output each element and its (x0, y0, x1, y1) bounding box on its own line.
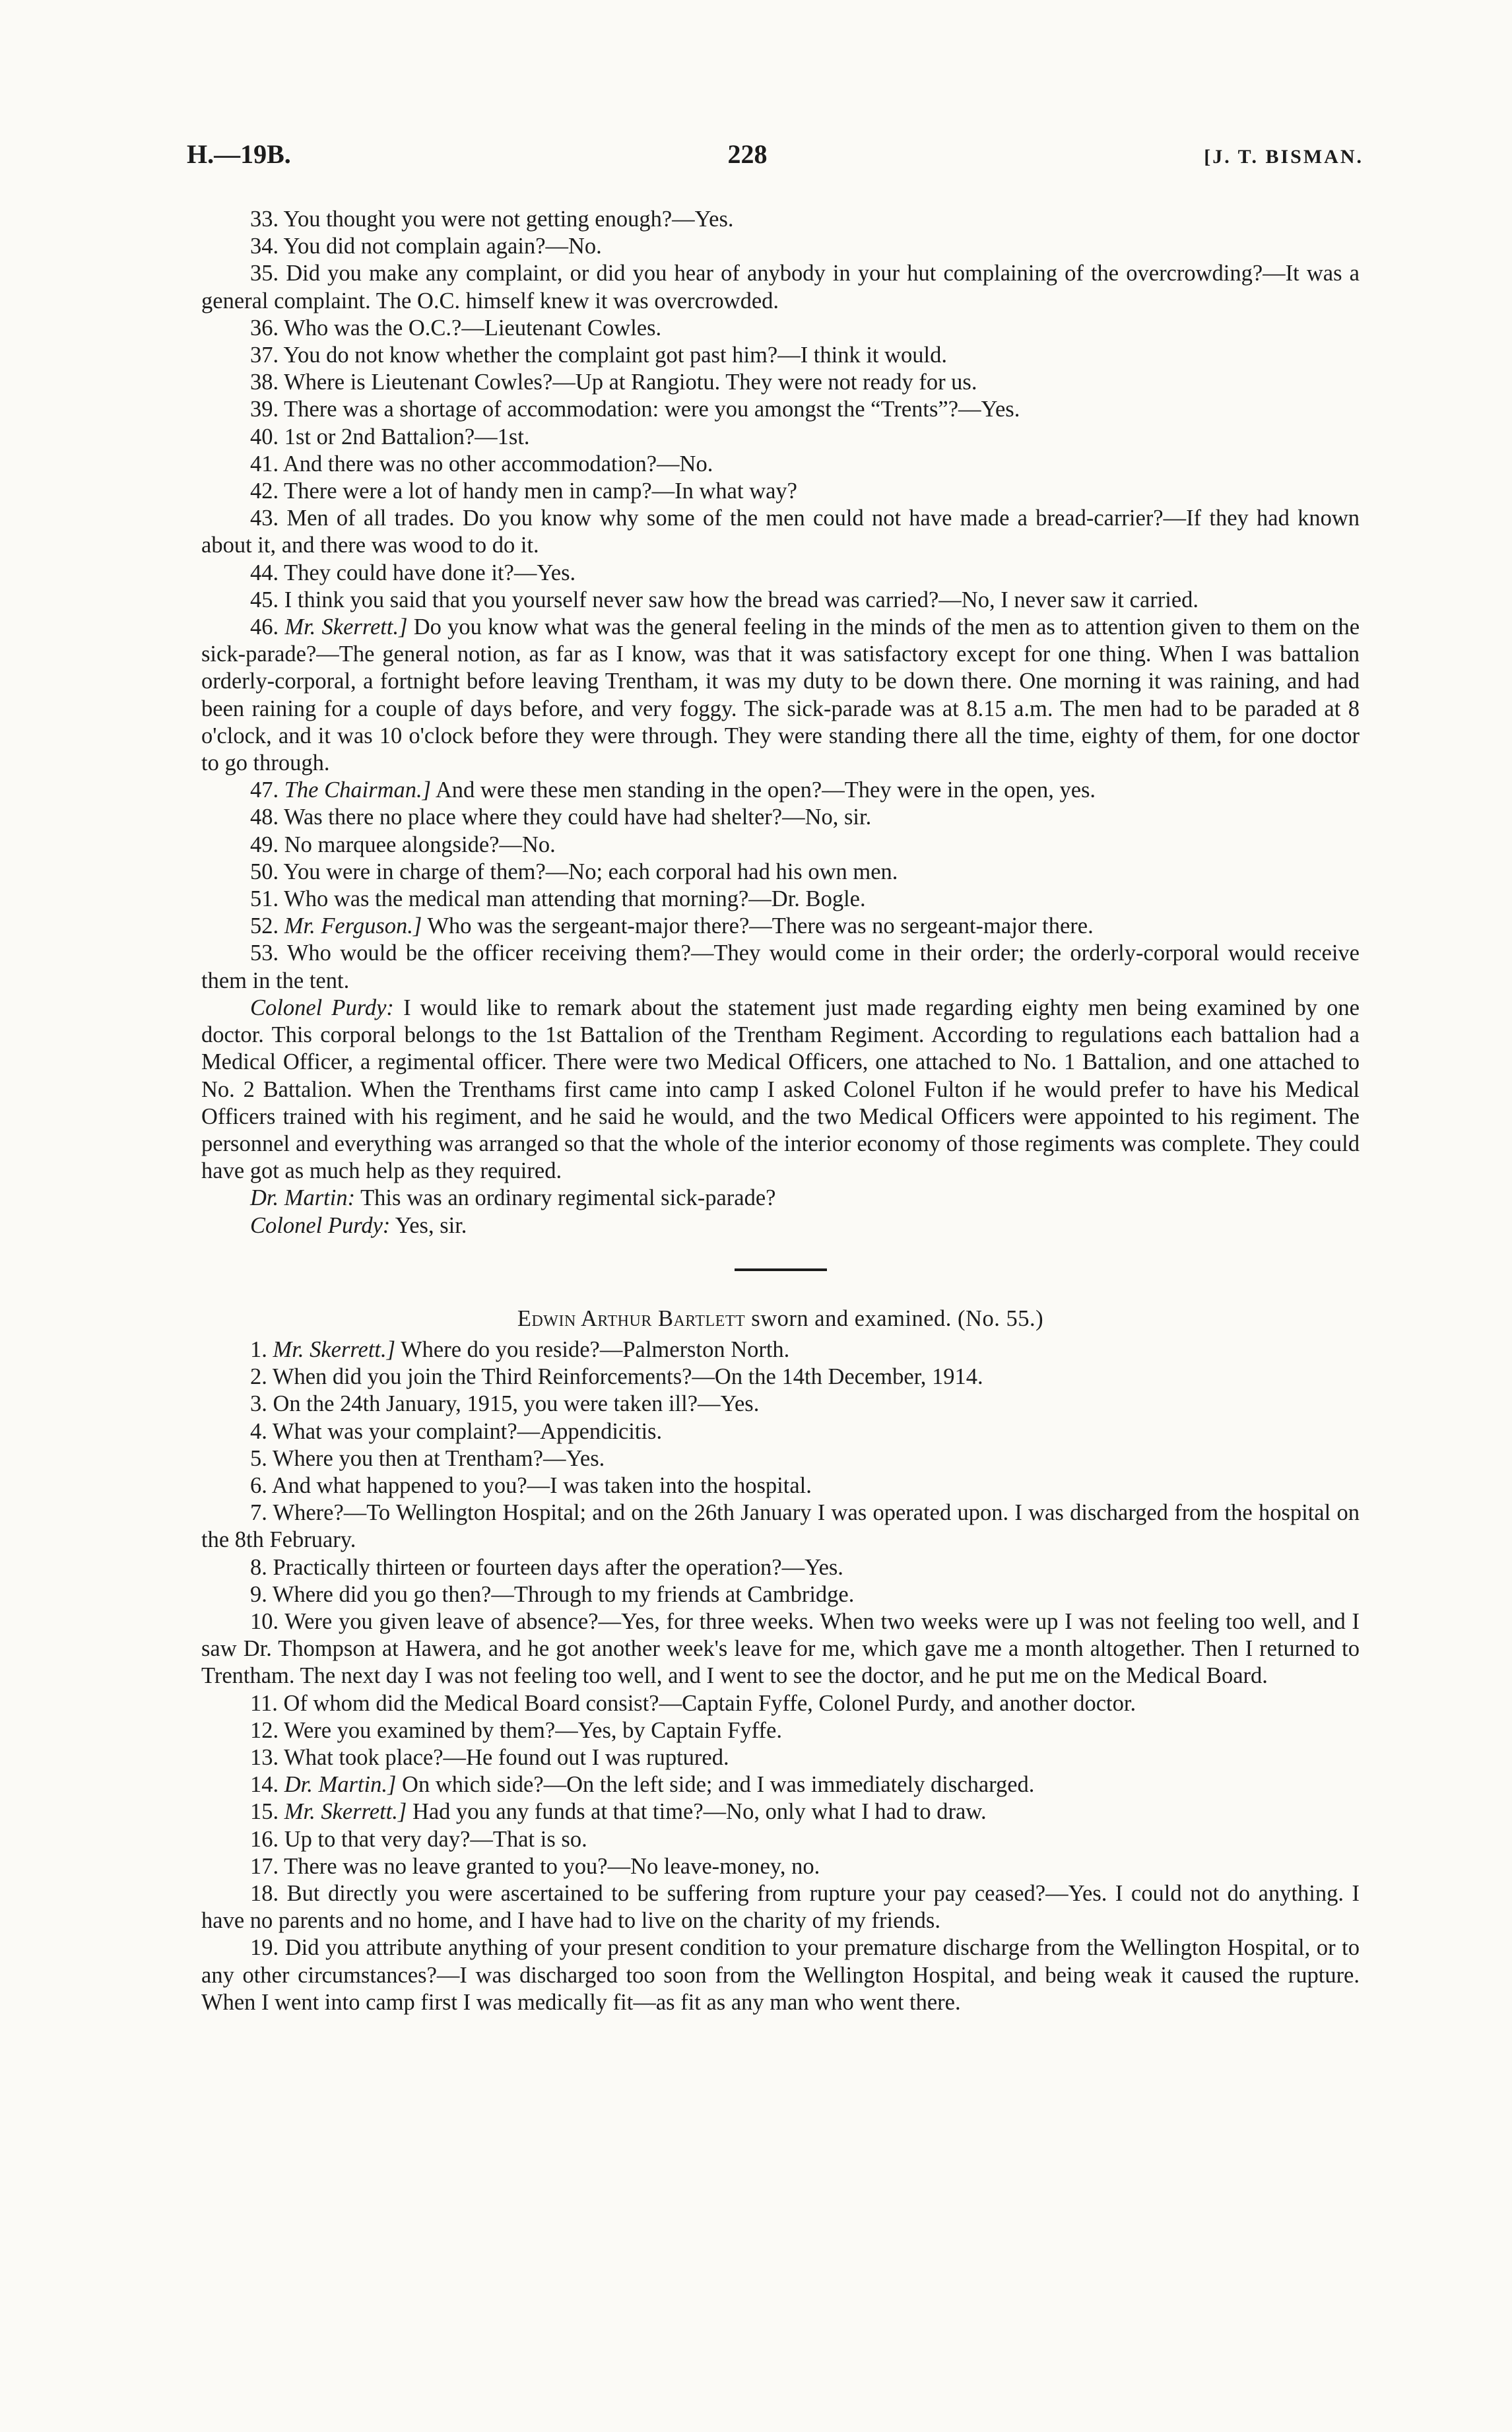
testimony-paragraph (201, 1798, 1360, 1825)
testimony-text: Do you know what was the general feeling in the minds of the men as to attention given to them on the sick-parade?—The general notion, as far as I know, was that it was satisfactory except for one thing. When I was battalion orderly-corporal, a fortnight before leaving Trentham, it was my duty to be down there. One morning it was raining, and had been raining for a couple of days before, and very foggy. The sick-parade was at 8.15 a.m. The men had to be paraded at 8 o'clock, and it was 10 o'clock before they were through. They were standing there all the time, eighty of them, for one doctor to go through. (201, 614, 1360, 776)
question-number: 5. (250, 1445, 267, 1471)
testimony-paragraph (201, 940, 1360, 994)
testimony-text: Men of all trades. Do you know why some of the men could not have made a bread-carrier?—If they had known about it, and there was wood to do it. (201, 506, 1360, 558)
testimony-text: On which side?—On the left side; and I was immediately discharged. (402, 1772, 1035, 1798)
page-number: 228 (727, 139, 768, 169)
question-number: 7. (250, 1500, 267, 1526)
testimony-text: Who was the medical man attending that morning?—Dr. Bogle. (284, 886, 866, 912)
testimony-paragraph (201, 804, 1360, 831)
testimony-paragraph (201, 1499, 1360, 1554)
testimony-text: You do not know whether the complaint got past him?—I think it would. (283, 343, 948, 368)
question-number: 53. (250, 940, 279, 966)
question-number: 17. (250, 1853, 279, 1879)
testimony-paragraph (201, 777, 1360, 804)
testimony-text: Where you then at Trentham?—Yes. (272, 1445, 605, 1471)
testimony-paragraph (201, 315, 1360, 342)
testimony-text: Was there no place where they could have had shelter?—No, sir. (284, 805, 872, 830)
page-header (187, 139, 1364, 170)
testimony-text: Where do you reside?—Palmerston North. (401, 1336, 790, 1362)
testimony-paragraph (201, 1391, 1360, 1418)
testimony-part-1 (201, 206, 1360, 1239)
question-number: 43. (250, 506, 279, 531)
question-number: 51. (250, 886, 279, 912)
testimony-text: There was a shortage of accommodation: were you amongst the “Trents”?—Yes. (284, 397, 1020, 422)
document-reference: H.—19B. (187, 139, 291, 169)
testimony-paragraph (201, 859, 1360, 886)
testimony-text: You were in charge of them?—No; each corporal had his own men. (283, 859, 898, 884)
testimony-text: I think you said that you yourself never saw how the bread was carried?—No, I never saw it carried. (284, 587, 1199, 612)
question-number: 9. (250, 1581, 267, 1607)
testimony-text: When did you join the Third Reinforcements?—On the 14th December, 1914. (272, 1364, 983, 1390)
testimony-text: What was your complaint?—Appendicitis. (272, 1418, 663, 1444)
testimony-paragraph (201, 1853, 1360, 1880)
speaker-label: Colonel Purdy: (250, 995, 394, 1020)
section-heading (201, 1305, 1360, 1332)
testimony-text: Who was the O.C.?—Lieutenant Cowles. (284, 315, 662, 341)
testimony-paragraph (201, 233, 1360, 260)
testimony-paragraph (201, 1826, 1360, 1853)
testimony-part-2 (201, 1336, 1360, 2016)
testimony-paragraph (201, 886, 1360, 913)
question-number: 35. (250, 261, 279, 286)
testimony-text: Were you examined by them?—Yes, by Captain Fyffe. (284, 1717, 782, 1743)
question-number: 4. (250, 1418, 267, 1444)
testimony-text: I would like to remark about the statement just made regarding eighty men being examined by one doctor. This corporal belongs to the 1st Battalion of the Trentham Regiment. According to regulations each battalion had a Medical Officer, a regimental officer. There were two Medical Officers, one attached to No. 1 Battalion, and one attached to No. 2 Battalion. When the Trenthams first came into camp I asked Colonel Fulton if he would prefer to have his Medical Officers trained with his regiment, and he said he would, and the two Medical Officers were appointed to his regiment. The personnel and everything was arranged so that the whole of the interior economy of those regiments was complete. They could have got as much help as they required. (201, 995, 1360, 1184)
testimony-paragraph (201, 424, 1360, 451)
testimony-text: Did you attribute anything of your present condition to your premature discharge from the Wellington Hospital, or to any other circumstances?—I was discharged too soon from the Wellington Hospital, and being weak it caused the rupture. When I went into camp first I was medically fit—as fit as any man who went there. (201, 1935, 1360, 2015)
testimony-text: Who was the sergeant-major there?—There was no sergeant-major there. (427, 913, 1094, 939)
testimony-paragraph (201, 1554, 1360, 1581)
testimony-paragraph (201, 396, 1360, 423)
testimony-paragraph (201, 206, 1360, 233)
testimony-text: Who would be the officer receiving them?—They would come in their order; the orderly-corporal would receive them in the tent. (201, 940, 1360, 993)
question-number: 37. (250, 343, 279, 368)
testimony-text: Where did you go then?—Through to my friends at Cambridge. (272, 1581, 855, 1607)
question-number: 41. (250, 451, 279, 477)
testimony-paragraph (201, 505, 1360, 559)
testimony-paragraph (201, 369, 1360, 396)
document-body (201, 206, 1360, 2016)
speaker-label: Dr. Martin: (250, 1185, 356, 1211)
testimony-paragraph (201, 1744, 1360, 1771)
question-number: 18. (250, 1880, 279, 1906)
testimony-paragraph (201, 1581, 1360, 1608)
testimony-text: But directly you were ascertained to be suffering from rupture your pay ceased?—Yes. I could not do anything. I have no parents and no home, and I have had to live on the charity of my friends. (201, 1880, 1360, 1934)
question-number: 16. (250, 1826, 279, 1852)
testimony-text: Up to that very day?—That is so. (284, 1826, 587, 1852)
testimony-text: On the 24th January, 1915, you were taken ill?—Yes. (273, 1391, 760, 1417)
question-number: 8. (250, 1554, 267, 1580)
testimony-text: Had you any funds at that time?—No, only what I had to draw. (412, 1799, 987, 1825)
testimony-paragraph (201, 587, 1360, 614)
question-number: 15. (250, 1799, 279, 1825)
testimony-paragraph (201, 1608, 1360, 1690)
testimony-text: Practically thirteen or fourteen days after the operation?—Yes. (273, 1554, 843, 1580)
question-number: 42. (250, 478, 279, 504)
question-number: 10. (250, 1608, 279, 1634)
testimony-paragraph (201, 1445, 1360, 1472)
testimony-text: There was no leave granted to you?—No leave-money, no. (284, 1853, 820, 1879)
testimony-paragraph (201, 342, 1360, 369)
testimony-paragraph (201, 1690, 1360, 1717)
testimony-text: Yes, sir. (395, 1212, 467, 1238)
question-number: 36. (250, 315, 279, 341)
question-number: 48. (250, 805, 279, 830)
testimony-text: There were a lot of handy men in camp?—In what way? (284, 478, 797, 504)
testimony-paragraph (201, 1934, 1360, 2016)
testimony-text: And there was no other accommodation?—No. (282, 451, 713, 477)
question-number: 50. (250, 859, 279, 884)
testimony-text: What took place?—He found out I was ruptured. (284, 1744, 729, 1770)
witness-name: [J. T. BISMAN. (1204, 146, 1364, 168)
question-number: 39. (250, 397, 279, 422)
question-number: 13. (250, 1744, 279, 1770)
question-number: 34. (250, 234, 279, 259)
testimony-paragraph (201, 913, 1360, 940)
question-number: 3. (250, 1391, 267, 1417)
question-number: 49. (250, 832, 279, 857)
witness-heading-name: Edwin Arthur Bartlett (517, 1305, 746, 1331)
testimony-paragraph (201, 1717, 1360, 1744)
speaker-label: Mr. Skerrett.] (273, 1336, 396, 1362)
witness-heading-rest: sworn and examined. (No. 55.) (751, 1305, 1044, 1331)
testimony-paragraph (201, 1472, 1360, 1499)
question-number: 52. (250, 913, 279, 939)
testimony-paragraph (201, 1418, 1360, 1445)
testimony-paragraph (201, 1771, 1360, 1798)
section-divider (735, 1268, 827, 1271)
testimony-text: And what happened to you?—I was taken into the hospital. (271, 1472, 812, 1498)
testimony-paragraph (201, 995, 1360, 1185)
testimony-text: Where is Lieutenant Cowles?—Up at Rangiotu. They were not ready for us. (284, 370, 977, 395)
testimony-text: This was an ordinary regimental sick-parade? (360, 1185, 776, 1211)
speaker-label: The Chairman.] (284, 777, 432, 803)
question-number: 47. (250, 777, 279, 803)
testimony-paragraph (201, 1185, 1360, 1212)
testimony-text: No marquee alongside?—No. (284, 832, 556, 857)
question-number: 11. (250, 1690, 278, 1716)
testimony-text: Of whom did the Medical Board consist?—Captain Fyffe, Colonel Purdy, and another doctor. (283, 1690, 1136, 1716)
testimony-paragraph (201, 478, 1360, 505)
testimony-paragraph (201, 614, 1360, 777)
question-number: 45. (250, 587, 279, 612)
question-number: 44. (250, 560, 279, 585)
testimony-paragraph (201, 451, 1360, 478)
question-number: 14. (250, 1772, 279, 1798)
testimony-paragraph (201, 260, 1360, 314)
speaker-label: Colonel Purdy: (250, 1212, 391, 1238)
testimony-text: Were you given leave of absence?—Yes, for three weeks. When two weeks were up I was not feeling too well, and I saw Dr. Thompson at Hawera, and he got another week's leave for me, which gave me a month altogether. Then I returned to Trentham. The next day I was not feeling too well, and I went to see the doctor, and he put me on the Medical Board. (201, 1608, 1360, 1689)
testimony-text: Did you make any complaint, or did you hear of anybody in your hut complaining of the overcrowding?—It was a general complaint. The O.C. himself knew it was overcrowded. (201, 261, 1360, 313)
question-number: 1. (250, 1336, 267, 1362)
testimony-paragraph (201, 560, 1360, 587)
question-number: 2. (250, 1364, 267, 1390)
testimony-text: You did not complain again?—No. (283, 234, 602, 259)
question-number: 38. (250, 370, 279, 395)
testimony-text: 1st or 2nd Battalion?—1st. (284, 424, 530, 449)
testimony-text: You thought you were not getting enough?—Yes. (283, 207, 734, 232)
question-number: 12. (250, 1717, 279, 1743)
question-number: 19. (250, 1935, 279, 1961)
speaker-label: Dr. Martin.] (284, 1772, 397, 1798)
testimony-paragraph (201, 1880, 1360, 1934)
speaker-label: Mr. Skerrett.] (284, 1799, 407, 1825)
speaker-label: Mr. Ferguson.] (284, 913, 422, 939)
question-number: 40. (250, 424, 279, 449)
testimony-text: Where?—To Wellington Hospital; and on the 26th January I was operated upon. I was discharged from the hospital on the 8th February. (201, 1500, 1360, 1553)
testimony-text: They could have done it?—Yes. (284, 560, 576, 585)
speaker-label: Mr. Skerrett.] (284, 614, 408, 640)
question-number: 46. (250, 614, 279, 640)
question-number: 6. (250, 1472, 267, 1498)
testimony-paragraph (201, 1336, 1360, 1364)
testimony-text: And were these men standing in the open?—They were in the open, yes. (435, 777, 1096, 803)
testimony-paragraph (201, 1212, 1360, 1239)
testimony-paragraph (201, 832, 1360, 859)
question-number: 33. (250, 207, 279, 232)
testimony-paragraph (201, 1364, 1360, 1391)
